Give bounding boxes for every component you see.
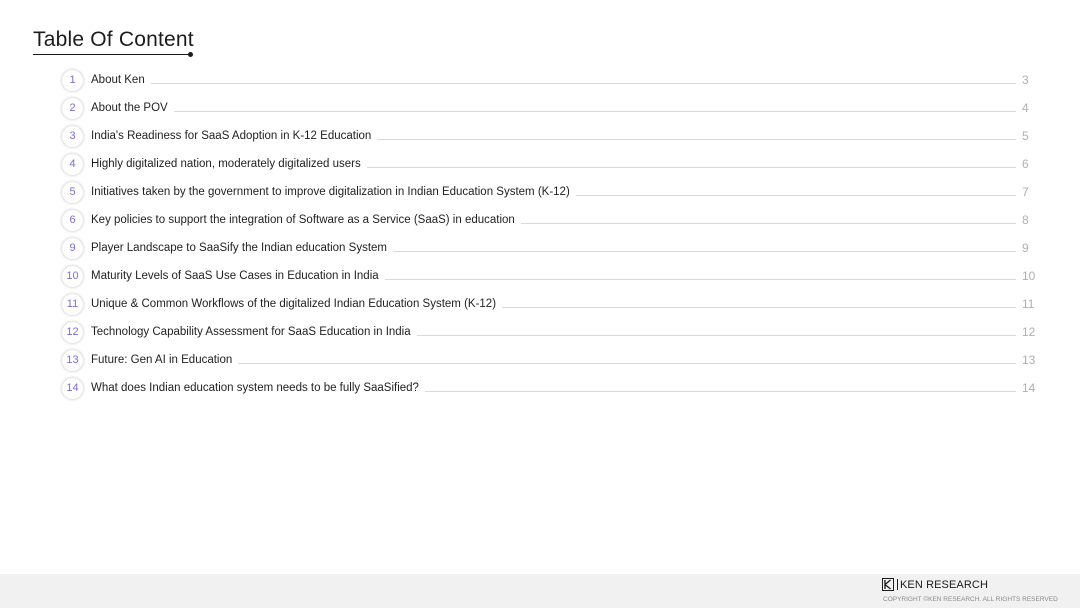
toc-entry-label[interactable]: Unique & Common Workflows of the digitalized Indian Education System (K-12) — [91, 298, 497, 310]
toc-number-badge: 12 — [62, 322, 83, 343]
page-title: Table Of Content — [33, 28, 194, 51]
toc-page-number: 14 — [1022, 381, 1036, 395]
toc-page-number: 6 — [1022, 157, 1029, 171]
toc-leader-line — [502, 307, 1016, 308]
ken-research-logo — [882, 578, 988, 591]
toc-number-badge: 5 — [62, 182, 83, 203]
toc-leader-line — [174, 111, 1016, 112]
toc-number-badge: 3 — [62, 126, 83, 147]
toc-entry-label[interactable]: Maturity Levels of SaaS Use Cases in Education in India — [91, 270, 379, 282]
toc-number-badge: 9 — [62, 238, 83, 259]
toc-row[interactable] — [62, 150, 1042, 178]
toc-leader-line — [521, 223, 1016, 224]
toc-leader-line — [417, 335, 1016, 336]
toc-entry-label[interactable]: Initiatives taken by the government to improve digitalization in Indian Education System (K-12) — [91, 186, 570, 198]
toc-row[interactable] — [62, 206, 1042, 234]
toc-leader-line — [151, 83, 1016, 84]
toc-number-badge: 6 — [62, 210, 83, 231]
logo-separator — [897, 579, 898, 590]
toc-row[interactable] — [62, 318, 1042, 346]
toc-entry-label[interactable]: India's Readiness for SaaS Adoption in K-12 Education — [91, 130, 372, 142]
toc-page-number: 9 — [1022, 241, 1029, 255]
toc-entry-label[interactable]: Key policies to support the integration of Software as a Service (SaaS) in education — [91, 214, 515, 226]
toc-row[interactable] — [62, 122, 1042, 150]
toc-page-number: 4 — [1022, 101, 1029, 115]
toc-entry-label[interactable]: What does Indian education system needs to be fully SaaSified? — [91, 382, 419, 394]
toc-entry-label[interactable]: About Ken — [91, 74, 145, 86]
title-underline — [33, 54, 190, 55]
toc-leader-line — [393, 251, 1016, 252]
toc-page-number: 7 — [1022, 185, 1029, 199]
toc-row[interactable] — [62, 262, 1042, 290]
toc-row[interactable] — [62, 234, 1042, 262]
toc-entry-label[interactable]: Future: Gen AI in Education — [91, 354, 233, 366]
toc-row[interactable] — [62, 290, 1042, 318]
toc-number-badge: 14 — [62, 378, 83, 399]
toc-page-number: 3 — [1022, 73, 1029, 87]
toc-page-number: 13 — [1022, 353, 1036, 367]
brand-name: KEN RESEARCH — [900, 578, 988, 591]
toc-entry-label[interactable]: Highly digitalized nation, moderately digitalized users — [91, 158, 361, 170]
toc-page-number: 5 — [1022, 129, 1029, 143]
toc-entry-label[interactable]: About the POV — [91, 102, 168, 114]
toc-leader-line — [385, 279, 1016, 280]
toc-row[interactable] — [62, 178, 1042, 206]
toc-leader-line — [238, 363, 1016, 364]
toc-page-number: 12 — [1022, 325, 1036, 339]
table-of-contents — [62, 66, 1042, 402]
title-block — [33, 28, 194, 52]
toc-row[interactable] — [62, 66, 1042, 94]
toc-entry-label[interactable]: Technology Capability Assessment for SaaS Education in India — [91, 326, 411, 338]
toc-number-badge: 11 — [62, 294, 83, 315]
toc-row[interactable] — [62, 346, 1042, 374]
toc-number-badge: 2 — [62, 98, 83, 119]
copyright-text: COPYRIGHT ©KEN RESEARCH. ALL RIGHTS RESERVED — [883, 596, 1058, 603]
footer — [0, 574, 1080, 608]
toc-number-badge: 1 — [62, 70, 83, 91]
toc-page-number: 8 — [1022, 213, 1029, 227]
toc-row[interactable] — [62, 374, 1042, 402]
toc-number-badge: 4 — [62, 154, 83, 175]
toc-number-badge: 13 — [62, 350, 83, 371]
toc-leader-line — [377, 139, 1016, 140]
toc-leader-line — [576, 195, 1016, 196]
toc-entry-label[interactable]: Player Landscape to SaaSify the Indian education System — [91, 242, 387, 254]
toc-leader-line — [367, 167, 1016, 168]
toc-page-number: 11 — [1022, 297, 1035, 311]
toc-page-number: 10 — [1022, 269, 1036, 283]
toc-row[interactable] — [62, 94, 1042, 122]
toc-leader-line — [425, 391, 1016, 392]
title-underline-dot — [188, 52, 193, 57]
toc-number-badge: 10 — [62, 266, 83, 287]
ken-logo-icon — [882, 578, 894, 591]
